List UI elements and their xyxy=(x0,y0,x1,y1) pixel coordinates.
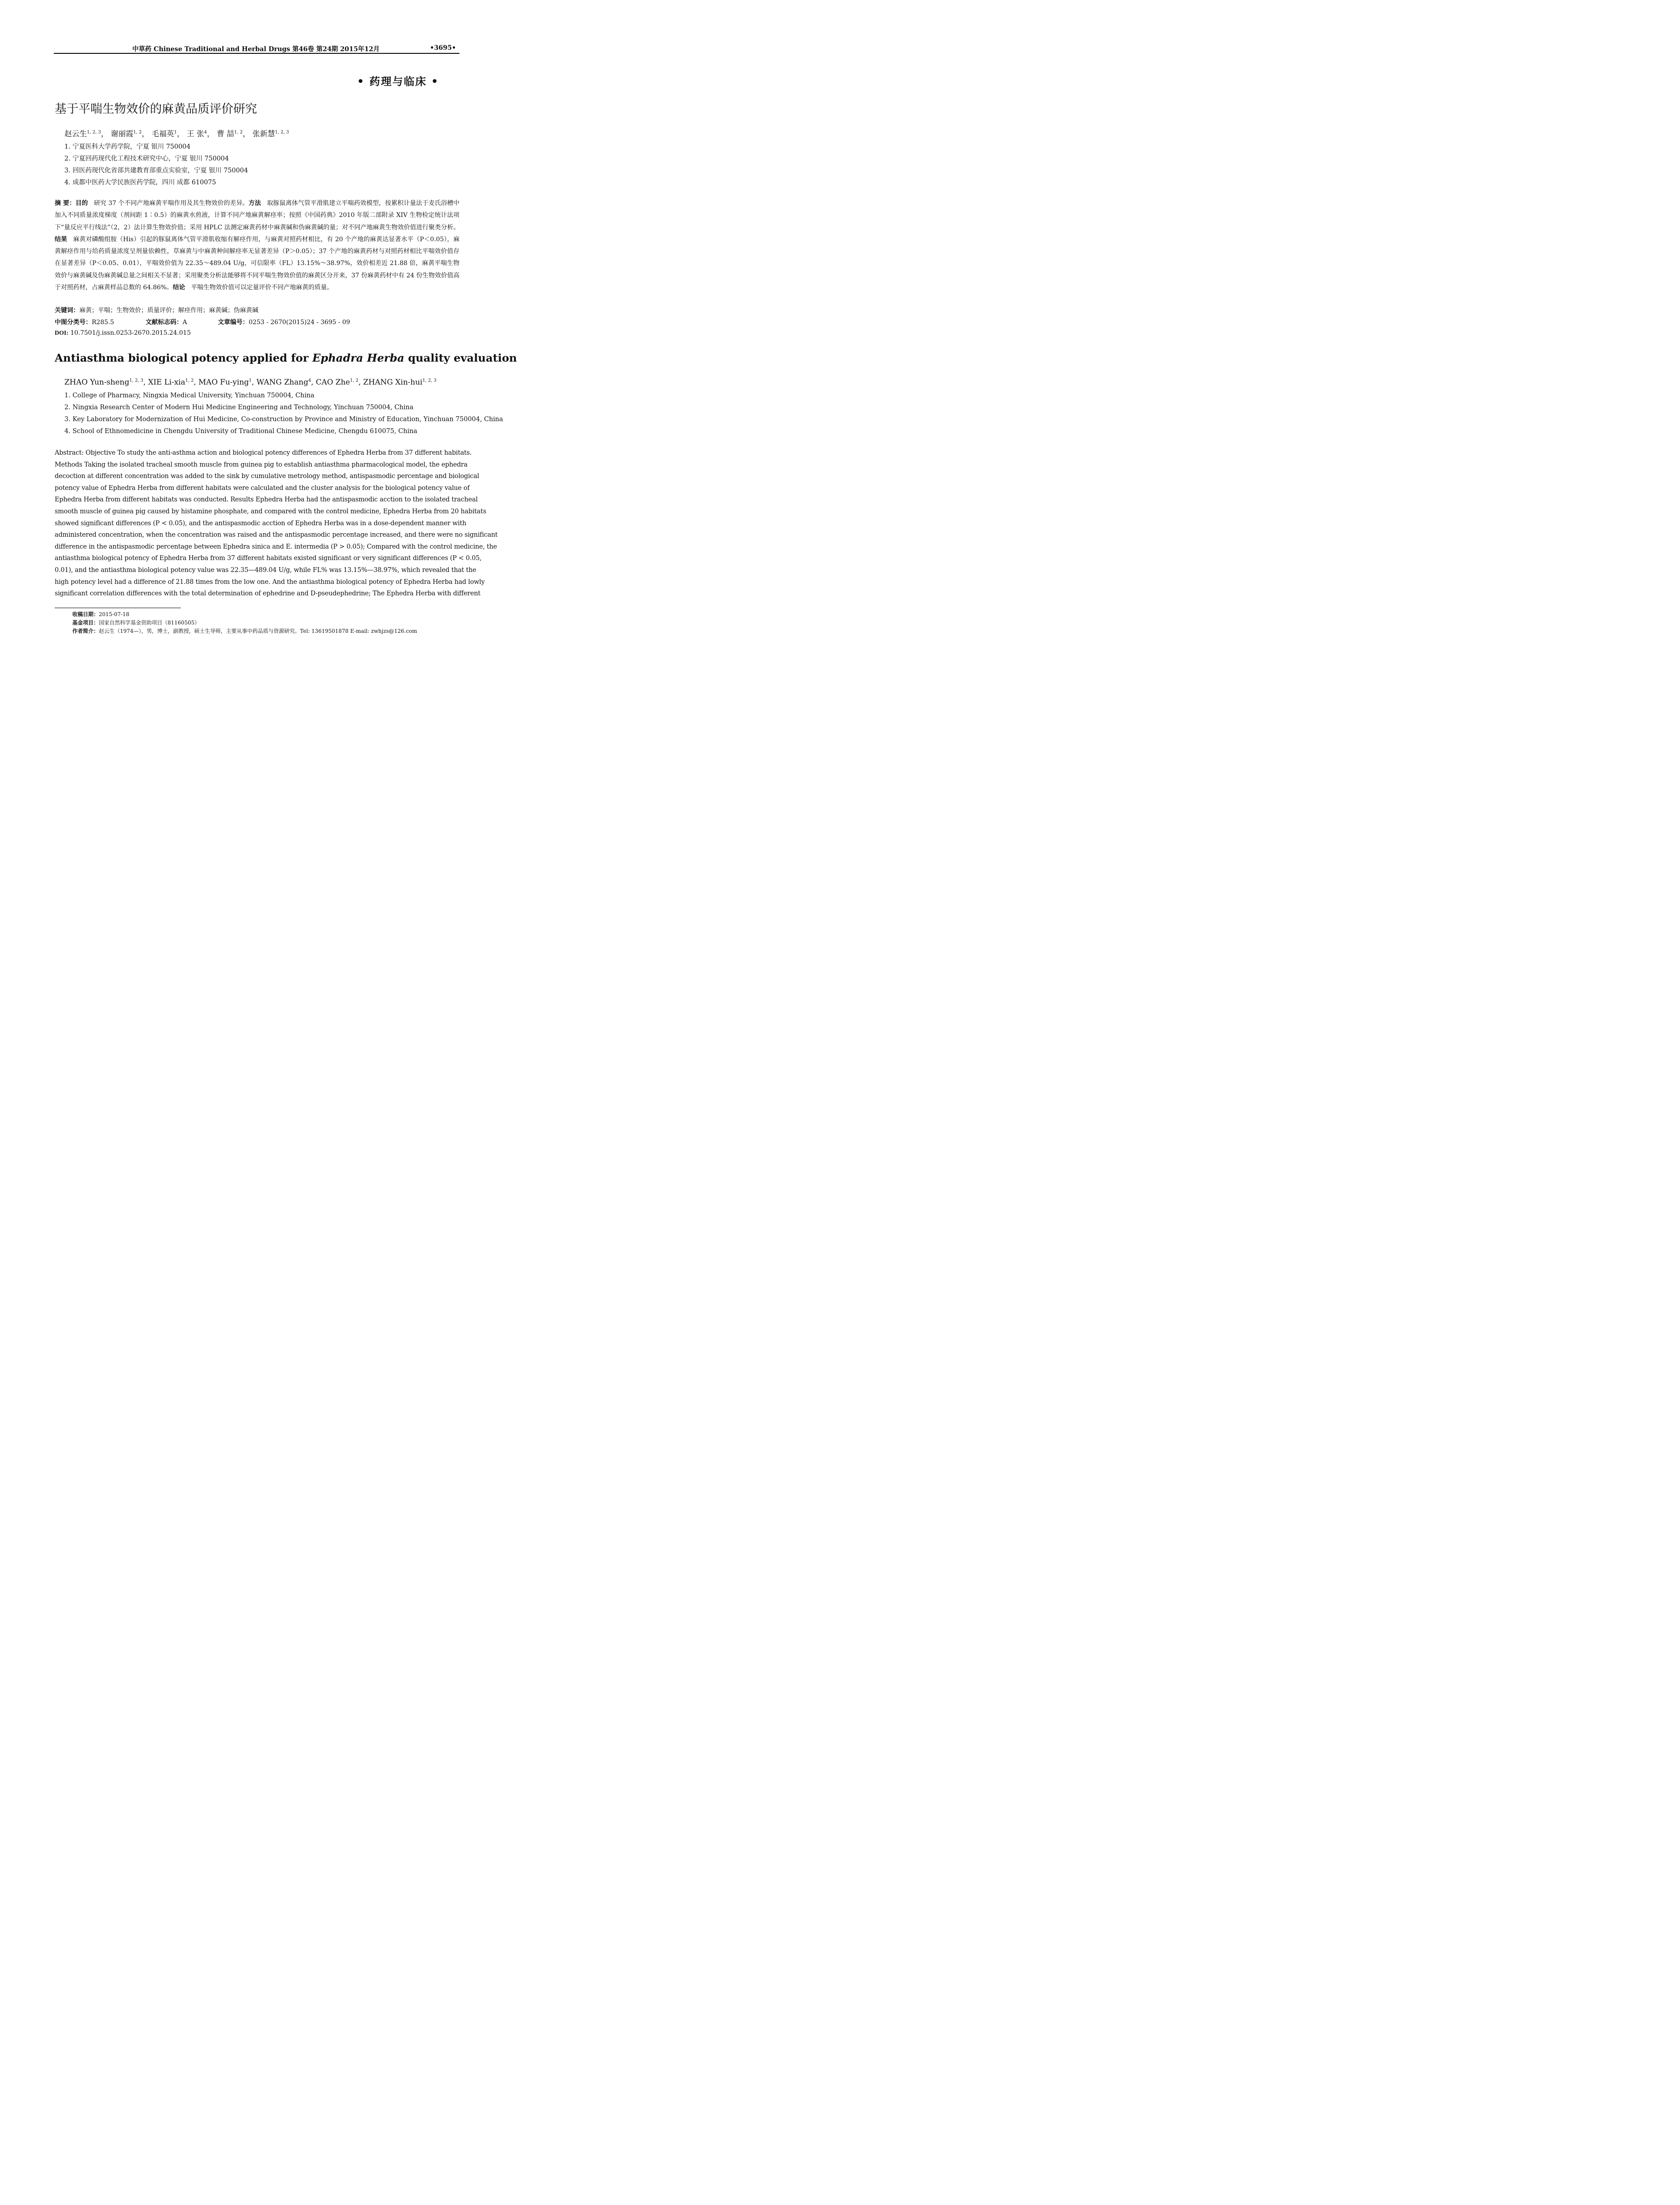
doi-value: 10.7501/j.issn.0253-2670.2015.24.015 xyxy=(70,329,191,336)
cn-affiliation: 4. 成都中医药大学民族医药学院，四川 成都 610075 xyxy=(64,179,217,186)
keywords-label: 关键词： xyxy=(55,307,79,314)
author-aff: 1, 2 xyxy=(185,378,194,383)
abstract-label: 摘 要： xyxy=(55,200,76,207)
en-affiliation: 3. Key Laboratory for Modernization of Hui Medicine, Co-construction by Province and Ministry of Education, Yinchuan 750004, China xyxy=(64,416,503,423)
page-number: •3695• xyxy=(430,44,456,52)
author-aff: 1 xyxy=(249,378,252,383)
author-name: 谢丽霞 xyxy=(111,130,134,138)
doc-value: A xyxy=(183,319,187,326)
clc-label: 中图分类号： xyxy=(55,319,92,326)
author-aff: 1, 2 xyxy=(234,130,243,135)
en-affiliation: 2. Ningxia Research Center of Modern Hui Medicine Engineering and Technology, Yinchuan 750004, China xyxy=(64,404,414,411)
author-name: MAO Fu-ying xyxy=(198,378,249,387)
article-number xyxy=(218,318,350,326)
cn-affiliation: 2. 宁夏回药现代化工程技术研究中心，宁夏 银川 750004 xyxy=(64,155,229,162)
journal-info: 中草药 Chinese Traditional and Herbal Drugs 第46卷 第24期 2015年12月 xyxy=(132,45,380,53)
doc-label: 文献标志码： xyxy=(146,319,183,326)
author-aff: 1, 2 xyxy=(350,378,358,383)
abstract-line: potency value of Ephedra Herba from different habitats were calculated and the cluster analysis for the biological potency value of xyxy=(55,484,470,492)
doi xyxy=(55,329,191,337)
author-name: CAO Zhe xyxy=(316,378,350,387)
objective-label: 目的 xyxy=(75,200,88,207)
running-header xyxy=(54,43,459,53)
author-name: 毛福英 xyxy=(151,130,174,138)
cn-abstract xyxy=(55,198,459,294)
author-aff: 4 xyxy=(308,378,311,383)
author-aff: 1, 2, 3 xyxy=(275,130,289,135)
abstract-line: administered concentration, when the concentration was raised and the antispasmodic percentage increased, and there were no significant xyxy=(55,531,498,539)
abstract-line: antiasthma biological potency of Ephedra Herba from 37 different habitats existed significant or very significant differences (P < 0.05, xyxy=(55,555,482,562)
abstract-line: decoction at different concentration was added to the sink by cumulative metrology method, antispasmodic percentage and biological xyxy=(55,473,479,480)
article-value: 0253 - 2670(2015)24 - 3695 - 09 xyxy=(249,319,350,326)
conclusion-text: 平喘生物效价值可以定量评价不同产地麻黄的质量。 xyxy=(191,284,333,292)
author-label: 作者简介： xyxy=(72,628,99,634)
footnote-author xyxy=(72,627,417,635)
author-aff: 1, 2, 3 xyxy=(87,130,101,135)
objective-text: 研究 37 个不同产地麻黄平喘作用及其生物效价的差异。 xyxy=(94,200,249,207)
abstract-line: smooth muscle of guinea pig caused by histamine phosphate, and compared with the control medicine, Ephedra Herba from 20 habitats xyxy=(55,508,486,515)
received-label: 收稿日期： xyxy=(72,611,99,617)
author-aff: 1 xyxy=(174,130,177,135)
abstract-line: Ephedra Herba from different habitats was conducted. Results Ephedra Herba had the antispasmodic acction to the isolated tracheal xyxy=(55,496,478,504)
footnote-fund xyxy=(72,619,200,626)
author-name: 赵云生 xyxy=(64,130,87,138)
footnote-received xyxy=(72,610,129,618)
cn-affiliation: 3. 回医药现代化省部共建教育部重点实验室，宁夏 银川 750004 xyxy=(64,167,248,174)
en-title-italic: Ephadra Herba xyxy=(312,351,404,364)
results-text: 麻黄对磷酸组胺（His）引起的豚鼠离体气管平滑肌收缩有解痉作用，与麻黄对照药材相比，有 20 个产地的麻黄达显著水平（P＜0.05），麻黄解痉作用与给药质量浓度呈剂量依赖性，草麻黄与中麻黄种间解痉率无显著差异（P＞0.05）；37 个产地的麻黄药材与对照药材相比平喘效价值存在显著差异（P＜0.05、0.01），平喘效价值为 22.35～489.04 U/g，可信限率（FL）13.15%～38.97%，效价相差近 21.88 倍，麻黄平喘生物效价与麻黄碱及伪麻黄碱总量之间相关不显著；采用聚类分析法能够将不同平喘生物效价值的麻黄区分开来，37 份麻黄药材中有 24 份生物效价值高于对照药材，占麻黄样品总数的 64.86%。 xyxy=(55,235,460,292)
en-affiliation: 1. College of Pharmacy, Ningxia Medical University, Yinchuan 750004, China xyxy=(64,392,314,399)
results-label: 结果 xyxy=(55,235,67,243)
methods-text: 取豚鼠离体气管平滑肌建立平喘药效模型，按累积计量法于麦氏浴槽中加入不同质量浓度梯度（剂间距 1∶0.5）的麻黄水煎液，计算不同产地麻黄解痉率；按照《中国药典》2010 年版二部附录 XIV 生物检定统计法项下“量反应平行线法”（2，2）法计算生物效价值；采用 HPLC 法测定麻黄药材中麻黄碱和伪麻黄碱的量；对不同产地麻黄生物效价值进行聚类分析。 xyxy=(55,200,460,231)
author-name: 王 张 xyxy=(187,130,204,138)
en-affiliation: 4. School of Ethnomedicine in Chengdu University of Traditional Chinese Medicine, Chengdu 610075, China xyxy=(64,428,418,435)
section-heading: • 药理与临床 • xyxy=(357,75,439,88)
abstract-line: showed significant differences (P < 0.05), and the antispasmodic acction of Ephedra Herba was in a dose-dependent manner with xyxy=(55,519,467,527)
cn-affiliation: 1. 宁夏医科大学药学院，宁夏 银川 750004 xyxy=(64,143,191,150)
conclusion-label: 结论 xyxy=(172,284,185,292)
received-value: 2015-07-18 xyxy=(99,611,130,617)
abstract-line: Methods Taking the isolated tracheal smooth muscle from guinea pig to establish antiasthma pharmacological model, the ephedra xyxy=(55,461,468,468)
en-authors: ZHAO Yun-sheng$^{1, 2, 3}$, XIE Li-xia$^{1, 2}$, MAO Fu-ying$^1$, WANG Zhang$^4$, CAO Zhe$^{1, 2}$, ZHANG Xin-hui$^{1, 2, 3}$ xyxy=(64,378,437,387)
cn-title: 基于平喘生物效价的麻黄品质评价研究 xyxy=(55,102,257,116)
cn-authors: 赵云生$^{1, 2, 3}$， 谢丽霞$^{1, 2}$， 毛福英$^1$， 王 张$^4$， 曹 喆$^{1, 2}$， 张新慧$^{1, 2, 3}$ xyxy=(64,130,289,138)
abstract-line: high potency level had a difference of 21.88 times from the low one. And the antiasthma biological potency of Ephedra Herba had lowly xyxy=(55,578,485,586)
fund-label: 基金项目： xyxy=(72,620,99,626)
en-title xyxy=(55,351,517,364)
keywords-text: 麻黄；平喘；生物效价；质量评价；解痉作用；麻黄碱；伪麻黄碱 xyxy=(79,307,258,314)
keywords xyxy=(55,306,258,314)
doc-code xyxy=(146,318,187,326)
author-name: XIE Li-xia xyxy=(148,378,186,387)
fund-value: 国家自然科学基金资助项目（81160505） xyxy=(99,620,200,626)
clc xyxy=(55,318,114,326)
author-aff: 4 xyxy=(204,130,207,135)
clc-value: R285.5 xyxy=(92,319,114,326)
abstract-line: significant correlation differences with the total determination of ephedrine and D-pseudephedrine; The Ephedra Herba with different xyxy=(55,590,481,598)
author-aff: 1, 2 xyxy=(133,130,142,135)
author-name: 曹 喆 xyxy=(217,130,235,138)
author-aff: 1, 2, 3 xyxy=(422,378,437,383)
abstract-line: 0.01), and the antiasthma biological potency value was 22.35—489.04 U/g, while FL% was 13.15%—38.97%, which revealed that the xyxy=(55,566,476,574)
en-abstract xyxy=(55,447,498,600)
abstract-line: difference in the antispasmodic percentage between Ephedra sinica and E. intermedia (P > 0.05); Compared with the control medicine, the xyxy=(55,543,497,550)
author-aff: 1, 2, 3 xyxy=(129,378,144,383)
author-value: 赵云生（1974—），男，博士，副教授，硕士生导师，主要从事中药品质与资源研究。Tel: 13619501878 E-mail: zwhjzs@126.com xyxy=(99,628,417,634)
doi-label: DOI: xyxy=(55,330,69,336)
methods-label: 方法 xyxy=(248,200,261,207)
abstract-line: Abstract: Objective To study the anti-asthma action and biological potency differences of Ephedra Herba from 37 different habitats. xyxy=(55,449,472,456)
header-rule xyxy=(54,53,459,54)
en-title-part: Antiasthma biological potency applied for xyxy=(55,351,313,364)
article-label: 文章编号： xyxy=(218,319,249,326)
en-title-part: quality evaluation xyxy=(404,351,517,364)
author-name: 张新慧 xyxy=(252,130,275,138)
author-name: ZHAO Yun-sheng xyxy=(64,378,130,387)
author-name: WANG Zhang xyxy=(256,378,309,387)
author-name: ZHANG Xin-hui xyxy=(363,378,422,387)
